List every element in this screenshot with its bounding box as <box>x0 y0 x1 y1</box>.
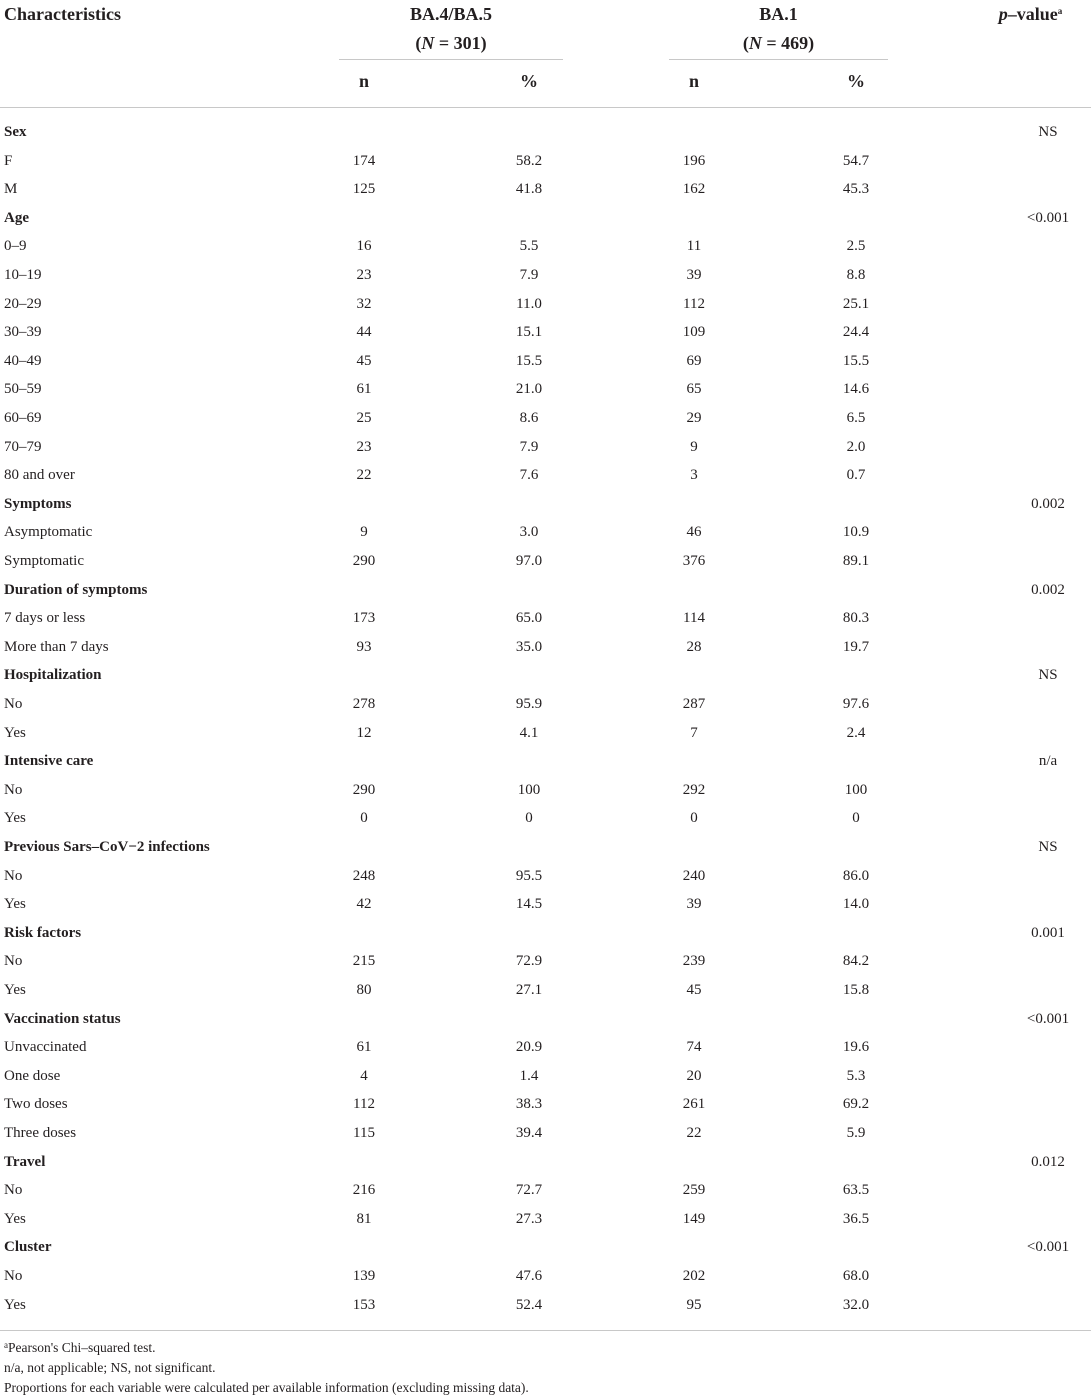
cell-ba1-n: 292 <box>682 781 706 798</box>
cell-ba45-pct: 41.8 <box>515 181 543 198</box>
cell-pvalue: <0.001 <box>1026 1010 1070 1027</box>
cell-pvalue: NS <box>1038 124 1058 140</box>
group2-underline <box>669 59 888 60</box>
row-label: Yes <box>4 982 26 998</box>
table-row <box>0 976 1091 1005</box>
cell-ba1-pct: 2.4 <box>846 724 866 741</box>
cell-ba1-pct: 80.3 <box>842 610 870 627</box>
cell-ba1-pct: 24.4 <box>842 324 870 341</box>
cell-pvalue: NS <box>1038 667 1058 684</box>
table-category-row <box>0 490 1091 519</box>
cell-ba45-pct: 21.0 <box>515 381 543 398</box>
table-row <box>0 261 1091 290</box>
table-row <box>0 461 1091 490</box>
row-label: Yes <box>4 1296 26 1313</box>
row-label: Age <box>4 209 29 226</box>
cell-ba45-n: 81 <box>356 1210 372 1227</box>
cell-ba1-n: 45 <box>686 982 702 998</box>
cell-ba45-pct: 7.9 <box>519 267 539 283</box>
cell-ba45-n: 174 <box>352 152 376 169</box>
row-label: 20–29 <box>4 295 42 312</box>
table-row <box>0 290 1091 319</box>
cell-ba1-n: 376 <box>682 553 706 569</box>
cell-ba45-n: 153 <box>352 1296 376 1313</box>
cell-ba1-n: 95 <box>686 1296 702 1313</box>
cell-pvalue: 0.002 <box>1031 581 1065 598</box>
cell-ba45-n: 22 <box>356 467 372 484</box>
cell-ba1-n: 29 <box>686 410 702 426</box>
cell-ba1-pct: 2.0 <box>846 438 866 455</box>
cell-ba1-pct: 14.6 <box>842 381 870 398</box>
cell-ba45-n: 173 <box>352 610 376 627</box>
cell-ba1-pct: 45.3 <box>842 181 870 198</box>
cell-ba1-pct: 54.7 <box>842 152 870 169</box>
footnote-proportions: Proportions for each variable were calculated per available information (excluding missing data). <box>4 1380 529 1395</box>
cell-ba45-pct: 15.1 <box>515 324 543 341</box>
row-label: 50–59 <box>4 381 42 398</box>
cell-ba1-n: 196 <box>682 152 706 169</box>
cell-ba1-n: 109 <box>682 324 706 341</box>
table-row <box>0 1176 1091 1205</box>
cell-pvalue: n/a <box>1038 753 1058 770</box>
table-row <box>0 604 1091 633</box>
table-category-row <box>0 1233 1091 1262</box>
row-label: 70–79 <box>4 438 42 455</box>
cell-pvalue: <0.001 <box>1026 209 1070 226</box>
table-category-row <box>0 661 1091 690</box>
header-rule <box>0 107 1091 108</box>
cell-ba45-n: 61 <box>356 381 372 398</box>
row-label: 7 days or less <box>4 610 86 627</box>
table-row <box>0 1062 1091 1091</box>
group1-underline <box>339 59 563 60</box>
subheader-n1: n <box>358 71 369 91</box>
table-row <box>0 890 1091 919</box>
cell-ba1-n: 69 <box>686 352 702 369</box>
cell-ba45-pct: 7.9 <box>519 438 539 455</box>
cell-ba1-n: 39 <box>686 267 702 283</box>
footnote-abbreviations: n/a, not applicable; NS, not significant. <box>4 1360 216 1375</box>
row-label: 0–9 <box>4 238 27 255</box>
table-category-row <box>0 919 1091 948</box>
cell-ba45-pct: 47.6 <box>515 1268 543 1284</box>
row-label: No <box>4 1182 23 1199</box>
cell-ba1-n: 9 <box>690 438 698 455</box>
cell-ba1-n: 239 <box>682 953 706 970</box>
table-category-row <box>0 747 1091 776</box>
cell-ba1-n: 7 <box>690 724 698 741</box>
table-row <box>0 1205 1091 1234</box>
cell-ba1-pct: 19.6 <box>842 1039 870 1056</box>
cell-ba45-pct: 39.4 <box>515 1125 543 1141</box>
subheader-pct2: % <box>847 71 865 91</box>
cell-ba45-n: 44 <box>356 324 372 341</box>
cell-ba45-pct: 38.3 <box>515 1096 543 1113</box>
row-label: 60–69 <box>4 410 42 426</box>
row-label: Vaccination status <box>4 1010 121 1027</box>
cell-ba1-pct: 5.3 <box>846 1067 866 1084</box>
row-label: 30–39 <box>4 324 42 341</box>
cell-ba45-n: 248 <box>352 867 376 884</box>
cell-ba45-n: 23 <box>356 267 372 283</box>
table-row <box>0 804 1091 833</box>
cell-ba45-pct: 58.2 <box>515 152 543 169</box>
header-group2-name: BA.1 <box>759 4 798 24</box>
table-row <box>0 1119 1091 1148</box>
header-group2-n: (N = 469) <box>742 33 815 53</box>
cell-ba45-n: 9 <box>360 524 368 541</box>
row-label: F <box>4 152 13 169</box>
cell-ba1-n: 114 <box>683 610 705 627</box>
cell-ba45-pct: 1.4 <box>519 1067 539 1084</box>
table-row <box>0 175 1091 204</box>
table-row <box>0 147 1091 176</box>
cell-ba45-pct: 20.9 <box>515 1039 543 1056</box>
cell-ba1-pct: 89.1 <box>842 553 870 569</box>
cell-ba45-n: 42 <box>356 896 372 913</box>
cell-ba1-n: 3 <box>690 467 698 484</box>
cell-ba45-n: 139 <box>352 1268 376 1284</box>
row-label: 80 and over <box>4 467 75 484</box>
row-label: Travel <box>4 1153 46 1170</box>
header-group1-name: BA.4/BA.5 <box>409 4 492 24</box>
cell-ba45-pct: 35.0 <box>515 638 543 655</box>
cell-pvalue: 0.001 <box>1031 924 1065 941</box>
row-label: 10–19 <box>4 267 42 283</box>
cell-ba1-n: 240 <box>682 867 706 884</box>
cell-ba45-n: 61 <box>356 1039 372 1056</box>
row-label: Intensive care <box>4 753 94 770</box>
cell-ba1-pct: 84.2 <box>842 953 870 970</box>
cell-ba45-pct: 8.6 <box>519 410 539 426</box>
cell-ba1-pct: 32.0 <box>842 1296 870 1313</box>
row-label: Previous Sars–CoV−2 infections <box>4 839 210 855</box>
cell-ba45-pct: 3.0 <box>519 524 539 541</box>
cell-ba1-pct: 0.7 <box>846 467 866 484</box>
table-row <box>0 1262 1091 1291</box>
cell-ba45-pct: 0 <box>525 810 533 827</box>
table-row <box>0 375 1091 404</box>
cell-ba1-pct: 8.8 <box>846 267 866 283</box>
table-row <box>0 1090 1091 1119</box>
cell-ba45-pct: 95.9 <box>515 696 543 712</box>
row-label: Yes <box>4 896 26 913</box>
table-row <box>0 690 1091 719</box>
table-category-row <box>0 833 1091 862</box>
row-label: Yes <box>4 724 26 741</box>
row-label: No <box>4 953 23 970</box>
cell-ba1-pct: 10.9 <box>842 524 870 541</box>
cell-ba45-pct: 5.5 <box>519 238 539 255</box>
table-category-row <box>0 204 1091 233</box>
cell-ba1-n: 112 <box>683 295 705 312</box>
cell-ba45-n: 216 <box>352 1182 376 1199</box>
cell-ba45-pct: 72.7 <box>515 1182 543 1199</box>
cell-ba45-n: 125 <box>352 181 376 198</box>
cell-ba45-n: 115 <box>353 1125 375 1141</box>
row-label: No <box>4 696 23 712</box>
subheader-pct1: % <box>520 71 538 91</box>
cell-ba1-pct: 15.8 <box>842 982 870 998</box>
table-row <box>0 719 1091 748</box>
cell-ba1-pct: 15.5 <box>842 352 870 369</box>
table-row <box>0 404 1091 433</box>
row-label: No <box>4 781 23 798</box>
cell-ba1-n: 65 <box>686 381 702 398</box>
table-row <box>0 518 1091 547</box>
header-characteristics: Characteristics <box>4 4 121 24</box>
footer-rule <box>0 1330 1091 1331</box>
cell-ba45-pct: 14.5 <box>515 896 543 913</box>
cell-ba1-pct: 19.7 <box>842 638 870 655</box>
table-row <box>0 547 1091 576</box>
row-label: Duration of symptoms <box>4 581 148 598</box>
cell-ba45-pct: 15.5 <box>515 352 543 369</box>
row-label: Sex <box>4 124 27 140</box>
table-row <box>0 232 1091 261</box>
table-row <box>0 633 1091 662</box>
cell-ba1-n: 287 <box>682 696 706 712</box>
row-label: Symptomatic <box>4 553 84 569</box>
footnote-a: $^a$Pearson's Chi–squared test. <box>4 1340 156 1355</box>
cell-ba1-pct: 68.0 <box>842 1268 870 1284</box>
cell-ba1-pct: 69.2 <box>842 1096 870 1113</box>
cell-ba45-pct: 4.1 <box>519 724 539 741</box>
cell-ba45-n: 0 <box>360 810 368 827</box>
cell-ba45-pct: 65.0 <box>515 610 543 627</box>
row-label: 40–49 <box>4 352 42 369</box>
cell-ba1-pct: 63.5 <box>842 1182 870 1199</box>
table-category-row <box>0 576 1091 605</box>
table-row <box>0 1033 1091 1062</box>
cell-ba1-n: 259 <box>682 1182 706 1199</box>
cell-ba45-n: 93 <box>356 638 372 655</box>
cell-ba1-n: 46 <box>686 524 702 541</box>
cell-ba45-n: 215 <box>352 953 376 970</box>
cell-ba45-pct: 72.9 <box>515 953 543 970</box>
cell-pvalue: <0.001 <box>1026 1239 1070 1256</box>
cell-ba1-n: 20 <box>686 1067 702 1084</box>
cell-ba1-n: 39 <box>686 896 702 913</box>
cell-ba45-n: 12 <box>356 724 372 741</box>
cell-ba45-n: 278 <box>352 696 376 712</box>
cell-ba45-n: 16 <box>356 238 372 255</box>
row-label: Symptoms <box>4 495 72 512</box>
cell-pvalue: NS <box>1038 839 1058 855</box>
row-label: No <box>4 1268 23 1284</box>
cell-ba1-n: 22 <box>686 1125 702 1141</box>
row-label: Yes <box>4 810 26 827</box>
row-label: No <box>4 867 23 884</box>
header-pvalue: p–value$^a$ <box>998 4 1063 24</box>
cell-ba45-pct: 7.6 <box>519 467 539 484</box>
cell-ba45-pct: 100 <box>517 781 541 798</box>
header-group1-n: (N = 301) <box>415 33 487 53</box>
cell-ba1-pct: 25.1 <box>842 295 870 312</box>
table-row <box>0 1291 1091 1320</box>
row-label: Three doses <box>4 1125 77 1141</box>
cell-pvalue: 0.002 <box>1031 495 1065 512</box>
cell-ba45-n: 4 <box>360 1067 368 1084</box>
cell-ba1-n: 28 <box>686 638 702 655</box>
cell-pvalue: 0.012 <box>1031 1153 1065 1170</box>
cell-ba1-pct: 14.0 <box>842 896 870 913</box>
row-label: More than 7 days <box>4 638 109 655</box>
table-row <box>0 347 1091 376</box>
row-label: Two doses <box>4 1096 68 1113</box>
cell-ba1-pct: 6.5 <box>846 410 866 426</box>
cell-ba1-n: 11 <box>686 238 702 255</box>
row-label: Asymptomatic <box>4 524 93 541</box>
cell-ba1-pct: 2.5 <box>846 238 866 255</box>
cell-ba1-n: 162 <box>682 181 706 198</box>
cell-ba45-pct: 27.1 <box>515 982 543 998</box>
cell-ba1-pct: 97.6 <box>842 696 870 712</box>
cell-ba1-pct: 86.0 <box>842 867 870 884</box>
cell-ba45-n: 32 <box>356 295 372 312</box>
cell-ba45-n: 25 <box>356 410 372 426</box>
table-row <box>0 862 1091 891</box>
cell-ba1-pct: 0 <box>852 810 860 827</box>
row-label: Cluster <box>4 1239 52 1256</box>
cell-ba45-pct: 97.0 <box>515 553 543 569</box>
row-label: Yes <box>4 1210 26 1227</box>
table-row <box>0 433 1091 462</box>
cell-ba45-n: 290 <box>352 781 376 798</box>
table-category-row <box>0 118 1091 147</box>
cell-ba45-n: 45 <box>356 352 372 369</box>
row-label: Risk factors <box>4 924 82 941</box>
cell-ba45-pct: 27.3 <box>515 1210 543 1227</box>
table-row <box>0 318 1091 347</box>
row-label: M <box>4 181 18 198</box>
table-category-row <box>0 1148 1091 1177</box>
table-category-row <box>0 1005 1091 1034</box>
cell-ba45-pct: 95.5 <box>515 867 543 884</box>
cell-ba1-n: 74 <box>686 1039 702 1056</box>
cell-ba45-n: 290 <box>352 553 376 569</box>
cell-ba45-n: 112 <box>353 1096 375 1113</box>
cell-ba1-n: 202 <box>682 1268 706 1284</box>
row-label: Hospitalization <box>4 667 102 684</box>
table-row <box>0 947 1091 976</box>
cell-ba1-pct: 100 <box>844 781 868 798</box>
table-row <box>0 776 1091 805</box>
cell-ba45-n: 80 <box>356 982 372 998</box>
cell-ba1-n: 261 <box>682 1096 706 1113</box>
row-label: Unvaccinated <box>4 1039 87 1056</box>
cell-ba1-pct: 36.5 <box>842 1210 870 1227</box>
row-label: One dose <box>4 1067 61 1084</box>
cell-ba45-pct: 11.0 <box>516 295 542 312</box>
cell-ba1-n: 0 <box>690 810 698 827</box>
cell-ba45-pct: 52.4 <box>515 1296 543 1313</box>
cell-ba45-n: 23 <box>356 438 372 455</box>
cell-ba1-pct: 5.9 <box>846 1125 866 1141</box>
cell-ba1-n: 149 <box>682 1210 706 1227</box>
subheader-n2: n <box>688 71 699 91</box>
